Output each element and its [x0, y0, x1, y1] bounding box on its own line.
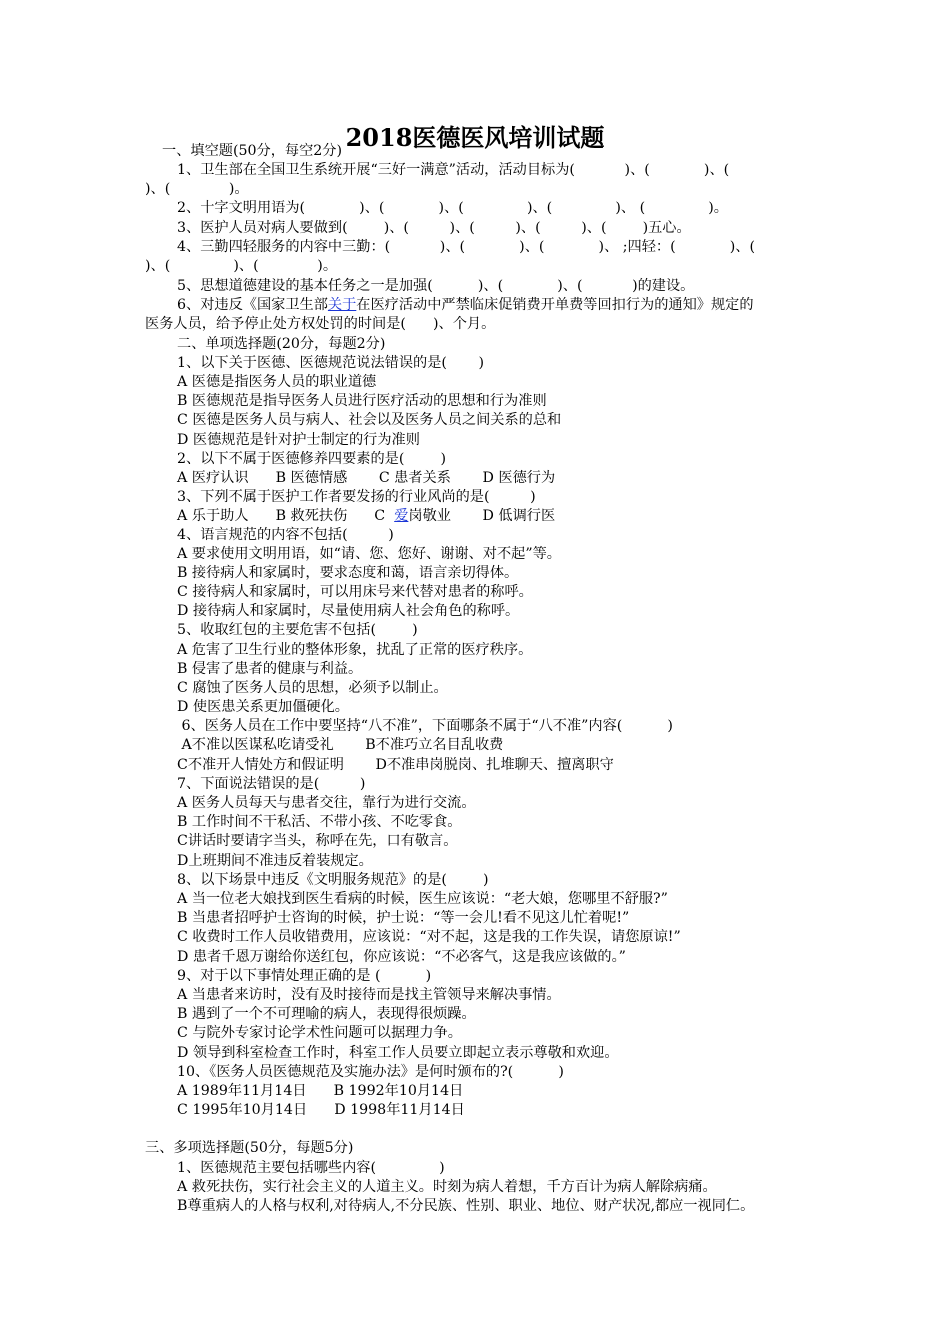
text-line [177, 469, 555, 488]
text-line [177, 736, 503, 755]
text-line [177, 756, 614, 775]
text-segment: 3、下列不属于医护工作者要发扬的行业风尚的是( ) [177, 489, 536, 505]
text-line [177, 199, 728, 218]
text-segment: 7、下面说法错误的是( ) [177, 776, 366, 792]
text-segment: A 医疗认识 B 医德情感 C 患者关系 D 医德行为 [177, 470, 556, 486]
text-segment: C 与院外专家讨论学术性问题可以据理力争。 [177, 1025, 462, 1041]
text-segment: A 当患者来访时，没有及时接待而是找主管领导来解决事情。 [177, 987, 561, 1003]
text-segment: A 救死扶伤，实行社会主义的人道主义。时刻为病人着想，千方百计为病人解除病痛。 [177, 1179, 717, 1195]
text-line [177, 717, 673, 736]
text-segment: D 患者千恩万谢给你送红包，你应该说：“不必客气，这是我应该做的。” [177, 949, 626, 965]
text-line [177, 909, 629, 928]
text-segment: A 要求使用文明用语，如“请、您、您好、谢谢、对不起”等。 [177, 546, 561, 562]
text-line [177, 1197, 754, 1216]
text-line [145, 1139, 353, 1158]
text-line [177, 986, 561, 1005]
text-line [177, 238, 755, 257]
text-line [177, 507, 555, 526]
text-segment: 2、十字文明用语为( )、( )、( )、( )、 ( )。 [177, 200, 728, 216]
text-line [177, 354, 484, 373]
text-segment: A 当一位老大娘找到医生看病的时候，医生应该说：“老大娘，您哪里不舒服?” [177, 891, 668, 907]
text-line [177, 948, 626, 967]
text-line [177, 871, 489, 890]
text-line [177, 698, 349, 717]
text-line [177, 852, 373, 871]
text-segment: 一、填空题(50分，每空2分) [162, 143, 343, 159]
text-segment: 1、医德规范主要包括哪些内容( ) [177, 1160, 445, 1176]
text-segment: )、( )。 [145, 181, 249, 197]
text-segment: A 1989年11月14日 B 1992年10月14日 [177, 1083, 464, 1099]
text-line [177, 219, 691, 238]
text-segment: 4、语言规范的内容不包括( ) [177, 527, 394, 543]
text-line [177, 545, 561, 564]
text-segment: B 医德规范是指导医务人员进行医疗活动的思想和行为准则 [177, 393, 547, 409]
text-segment: A 危害了卫生行业的整体形象，扰乱了正常的医疗秩序。 [177, 642, 533, 658]
text-line [177, 161, 729, 180]
text-segment: D 使医患关系更加僵硬化。 [177, 699, 349, 715]
text-segment: )、( )、( )。 [145, 258, 338, 274]
text-line [177, 277, 694, 296]
hyperlink[interactable]: 关于 [327, 297, 357, 313]
text-segment: A不准以医谋私吃请受礼 B不准巧立名目乱收费 [177, 737, 504, 753]
text-line [145, 180, 249, 199]
text-line [177, 450, 446, 469]
text-segment: C 腐蚀了医务人员的思想，必须予以制止。 [177, 680, 448, 696]
text-line [177, 583, 533, 602]
text-segment: D上班期间不准违反着装规定。 [177, 853, 373, 869]
text-line [145, 315, 495, 334]
text-line [177, 621, 418, 640]
document-title: 2018医德医风培训试题 [345, 123, 605, 152]
text-line [177, 488, 536, 507]
text-line [177, 392, 547, 411]
text-line [177, 1101, 465, 1120]
text-line [177, 967, 431, 986]
text-line [177, 411, 561, 430]
text-segment: A 医德是指医务人员的职业道德 [177, 374, 377, 390]
text-segment: C 1995年10月14日 D 1998年11月14日 [177, 1102, 465, 1118]
text-segment: B 接待病人和家属时，要求态度和蔼，语言亲切得体。 [177, 565, 519, 581]
text-line [177, 602, 519, 621]
text-line [177, 641, 532, 660]
text-segment: C 收费时工作人员收错费用，应该说：“对不起，这是我的工作失误，请您原谅!” [177, 929, 681, 945]
text-segment: B尊重病人的人格与权利,对待病人,不分民族、性别、职业、地位、财产状况,都应一视同仁。 [177, 1198, 755, 1214]
text-line [177, 1159, 445, 1178]
text-segment: 三、多项选择题(50分，每题5分) [145, 1140, 354, 1156]
text-line [177, 890, 668, 909]
text-line [177, 335, 385, 354]
text-line [145, 257, 337, 276]
text-segment: 4、三勤四轻服务的内容中三勤：( )、( )、( )、 ;四轻：( )、( [177, 239, 756, 255]
text-segment: B 遇到了一个不可理喻的病人，表现得很烦躁。 [177, 1006, 476, 1022]
text-line [177, 928, 681, 947]
text-segment: A 医务人员每天与患者交往，靠行为进行交流。 [177, 795, 476, 811]
text-segment: 5、收取红包的主要危害不包括( ) [177, 622, 418, 638]
text-line [177, 526, 394, 545]
text-segment: 在医疗活动中严禁临床促销费开单费等回扣行为的通知》规定的 [356, 297, 754, 313]
text-line [177, 431, 420, 450]
text-line [177, 679, 448, 698]
text-segment: C 接待病人和家属时，可以用床号来代替对患者的称呼。 [177, 584, 533, 600]
text-line [162, 142, 342, 161]
text-segment: A 乐于助人 B 救死扶伤 C [177, 508, 395, 524]
text-segment: 10、《医务人员医德规范及实施办法》是何时颁布的?( ) [177, 1064, 564, 1080]
text-segment: B 工作时间不干私活、不带小孩、不吃零食。 [177, 814, 462, 830]
text-line [177, 775, 365, 794]
text-segment: 8、以下场景中违反《文明服务规范》的是( ) [177, 872, 489, 888]
text-segment: 3、医护人员对病人要做到( )、( )、( )、( )、( )五心。 [177, 220, 691, 236]
text-line [177, 1044, 619, 1063]
text-line [177, 1024, 462, 1043]
text-segment: 岗敬业 D 低调行医 [408, 508, 556, 524]
text-segment: C不准开人情处方和假证明 D不准串岗脱岗、扎堆聊天、擅离职守 [177, 757, 614, 773]
text-line [177, 1005, 476, 1024]
text-line [177, 296, 754, 315]
text-segment: 医务人员，给予停止处方权处罚的时间是( )、个月。 [145, 316, 496, 332]
text-line [177, 1063, 564, 1082]
text-segment: B 当患者招呼护士咨询的时候，护士说：“等一会儿!看不见这儿忙着呢!” [177, 910, 630, 926]
text-segment: 2、以下不属于医德修养四要素的是( ) [177, 451, 446, 467]
text-segment: C 医德是医务人员与病人、社会以及医务人员之间关系的总和 [177, 412, 562, 428]
hyperlink[interactable]: 爱 [394, 508, 409, 524]
text-segment: C讲话时要请字当头，称呼在先，口有敬言。 [177, 833, 458, 849]
text-segment: D 接待病人和家属时，尽量使用病人社会角色的称呼。 [177, 603, 520, 619]
text-segment: 9、对于以下事情处理正确的是 ( ) [177, 968, 432, 984]
text-line [177, 373, 376, 392]
text-line [177, 1178, 717, 1197]
text-segment: D 领导到科室检查工作时，科室工作人员要立即起立表示尊敬和欢迎。 [177, 1045, 619, 1061]
text-segment: 1、卫生部在全国卫生系统开展“三好一满意”活动，活动目标为( )、( )、( [177, 162, 730, 178]
text-segment: 5、思想道德建设的基本任务之一是加强( )、( )、( )的建设。 [177, 278, 695, 294]
text-segment: B 侵害了患者的健康与利益。 [177, 661, 363, 677]
text-line [177, 660, 362, 679]
text-line [177, 832, 457, 851]
text-line [177, 813, 462, 832]
text-segment: 6、对违反《国家卫生部 [177, 297, 328, 313]
text-line [177, 1082, 463, 1101]
text-segment: 1、以下关于医德、医德规范说法错误的是( ) [177, 355, 485, 371]
text-segment: 6、医务人员在工作中要坚持“八不准”，下面哪条不属于“八不准”内容( ) [177, 718, 673, 734]
text-line [177, 564, 518, 583]
text-segment: D 医德规范是针对护士制定的行为准则 [177, 432, 420, 448]
text-segment: 二、单项选择题(20分，每题2分) [177, 336, 386, 352]
text-line [177, 794, 476, 813]
